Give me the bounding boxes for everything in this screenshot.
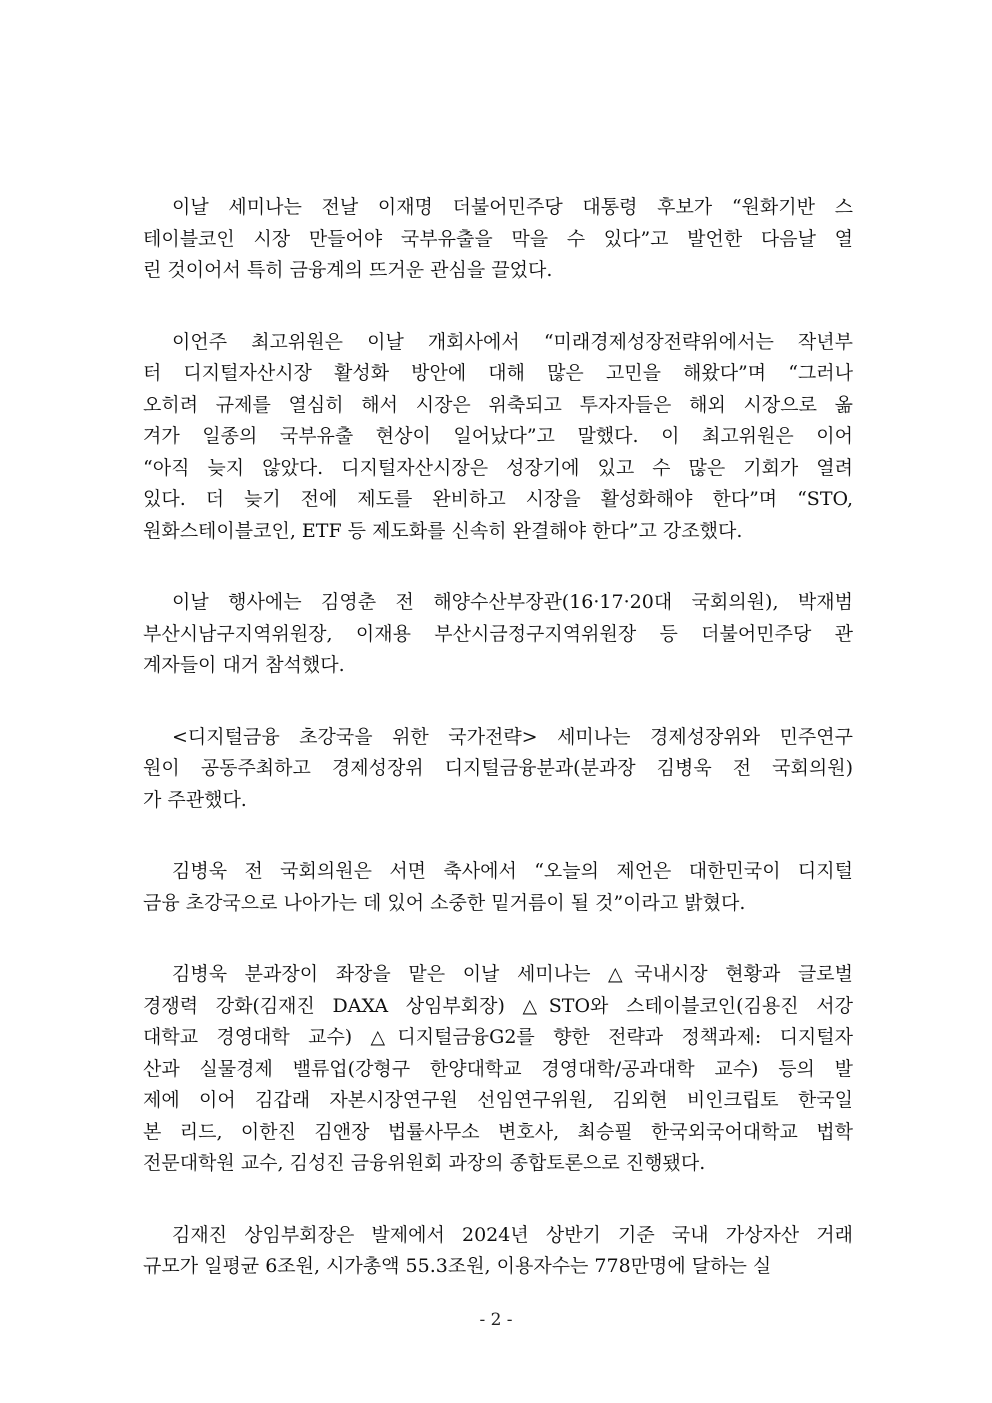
paragraph (143, 722, 853, 817)
text-line: <디지털금융 초강국을 위한 국가전략> 세미나는 경제성장위와 민주연구 (172, 725, 853, 748)
text-line: 경쟁력 강화(김재진 DAXA 상임부회장) △STO와 스테이블코인(김용진 서강 (143, 994, 853, 1017)
text-line: 오히려 규제를 열심히 해서 시장은 위축되고 투자자들은 해외 시장으로 옮 (143, 393, 853, 416)
text-line: 원화스테이블코인, ETF 등 제도화를 신속히 완결해야 한다”고 강조했다. (143, 519, 743, 542)
text-line: 린 것이어서 특히 금융계의 뜨거운 관심을 끌었다. (143, 259, 553, 281)
text-line: 전문대학원 교수, 김성진 금융위원회 과장의 종합토론으로 진행됐다. (143, 1152, 706, 1174)
text-line: 겨가 일종의 국부유출 현상이 일어났다”고 말했다. 이 최고위원은 이어 (143, 425, 853, 447)
text-line: 금융 초강국으로 나아가는 데 있어 소중한 밑거름이 될 것”이라고 밝혔다. (143, 891, 746, 914)
text-line: 부산시남구지역위원장, 이재용 부산시금정구지역위원장 등 더불어민주당 관 (143, 622, 853, 645)
text-line: 터 디지털자산시장 활성화 방안에 대해 많은 고민을 해왔다”며 “그러나 (143, 362, 853, 384)
text-line: 이언주 최고위원은 이날 개회사에서 “미래경제성장전략위에서는 작년부 (172, 330, 853, 353)
text-line: 이날 행사에는 김영춘 전 해양수산부장관(16·17·20대 국회의원), 박재범 (172, 591, 853, 613)
text-line: 제에 이어 김갑래 자본시장연구원 선임연구위원, 김외현 비인크립토 한국일 (143, 1089, 853, 1111)
text-line: 김재진 상임부회장은 발제에서 2024년 상반기 기준 국내 가상자산 거래 (172, 1223, 853, 1246)
paragraph (143, 959, 853, 1180)
text-line: 원이 공동주최하고 경제성장위 디지털금융분과(분과장 김병욱 전 국회의원) (143, 757, 853, 779)
text-line: 본 리드, 이한진 김앤장 법률사무소 변호사, 최승필 한국외국어대학교 법학 (143, 1120, 853, 1143)
paragraph (143, 327, 853, 548)
text-line: 김병욱 전 국회의원은 서면 축사에서 “오늘의 제언은 대한민국이 디지털 (172, 860, 853, 882)
text-line: 가 주관했다. (143, 788, 247, 811)
paragraph (143, 1220, 853, 1283)
text-line: 있다. 더 늦기 전에 제도를 완비하고 시장을 활성화해야 한다”며 “STO, (143, 488, 853, 510)
paragraph (143, 192, 853, 287)
text-line: “아직 늦지 않았다. 디지털자산시장은 성장기에 있고 수 많은 기회가 열려 (143, 456, 853, 479)
text-line: 테이블코인 시장 만들어야 국부유출을 막을 수 있다”고 발언한 다음날 열 (143, 227, 853, 250)
document-body (143, 192, 853, 1323)
text-line: 산과 실물경제 밸류업(강형구 한양대학교 경영대학/공과대학 교수) 등의 발 (143, 1057, 853, 1080)
text-line: 대학교 경영대학 교수) △디지털금융G2를 향한 전략과 정책과제: 디지털자 (143, 1026, 853, 1048)
text-line: 이날 세미나는 전날 이재명 더불어민주당 대통령 후보가 “원화기반 스 (172, 196, 853, 218)
text-line: 계자들이 대거 참석했다. (143, 654, 345, 676)
text-line: 규모가 일평균 6조원, 시가총액 55.3조원, 이용자수는 778만명에 달하는 실 (143, 1255, 772, 1277)
page-number: - 2 - (479, 1310, 513, 1330)
text-line: 김병욱 분과장이 좌장을 맡은 이날 세미나는 △국내시장 현황과 글로벌 (172, 963, 853, 985)
paragraph (143, 856, 853, 919)
paragraph (143, 587, 853, 682)
